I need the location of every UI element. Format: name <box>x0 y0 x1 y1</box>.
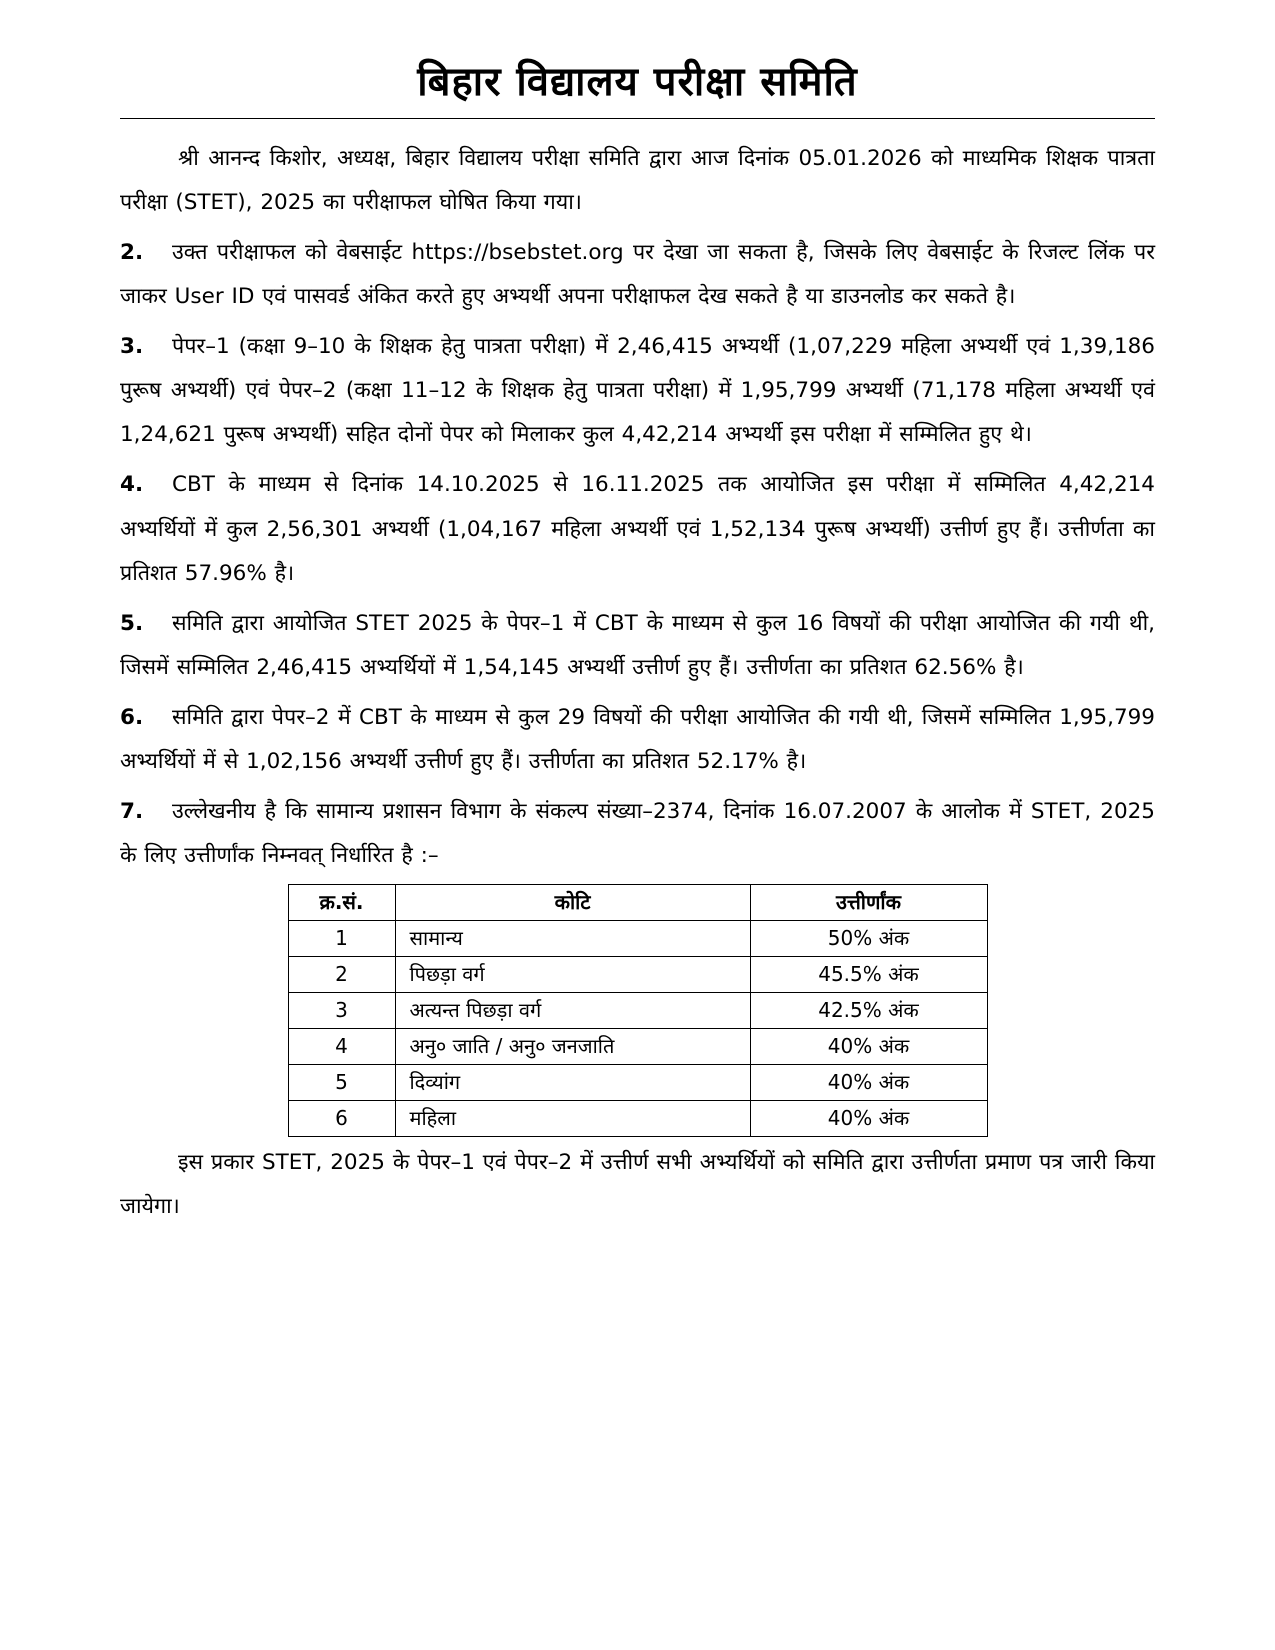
paragraph-7 <box>120 790 1155 878</box>
cell-marks: 40% अंक <box>750 1029 987 1065</box>
paragraph-4 <box>120 463 1155 595</box>
paragraph-number: 3. <box>120 334 144 360</box>
paragraph-2 <box>120 231 1155 319</box>
paragraph-text: श्री आनन्द किशोर, अध्यक्ष, बिहार विद्यालय परीक्षा समिति द्वारा आज दिनांक 05.01.2026 को माध्यमिक शिक्षक पात्रता परीक्षा (STET), 2025 का परीक्षाफल घोषित किया गया। <box>120 146 1155 216</box>
paragraph-3 <box>120 325 1155 457</box>
paragraph-number: 4. <box>120 472 144 498</box>
table-row <box>288 1029 987 1065</box>
cell-marks: 50% अंक <box>750 921 987 957</box>
cell-serial: 2 <box>288 957 395 993</box>
qualifying-marks-table-wrapper <box>120 884 1155 1137</box>
page-title: बिहार विद्यालय परीक्षा समिति <box>417 59 858 105</box>
cell-serial: 5 <box>288 1065 395 1101</box>
table-row <box>288 993 987 1029</box>
paragraph-number: 5. <box>120 610 144 636</box>
cell-marks: 45.5% अंक <box>750 957 987 993</box>
cell-serial: 3 <box>288 993 395 1029</box>
paragraph-number: 2. <box>120 240 144 266</box>
paragraph-text: पेपर–1 (कक्षा 9–10 के शिक्षक हेतु पात्रता परीक्षा) में 2,46,415 अभ्यर्थी (1,07,229 महिला अभ्यर्थी एवं 1,39,186 पुरूष अभ्यर्थी) एवं पेपर–2 (कक्षा 11–12 के शिक्षक हेतु पात्रता परीक्षा) में 1,95,799 अभ्यर्थी (71,178 महिला अभ्यर्थी एवं 1,24,621 पुरूष अभ्यर्थी) सहित दोनों पेपर को मिलाकर कुल 4,42,214 अभ्यर्थी इस परीक्षा में सम्मिलित हुए थे। <box>120 334 1155 448</box>
cell-marks: 40% अंक <box>750 1065 987 1101</box>
paragraph-text: समिति द्वारा आयोजित STET 2025 के पेपर–1 में CBT के माध्यम से कुल 16 विषयों की परीक्षा आयोजित की गयी थी, जिसमें सम्मिलित 2,46,415 अभ्यर्थियों में 1,54,145 अभ्यर्थी उत्तीर्ण हुए हैं। उत्तीर्णता का प्रतिशत 62.56% है। <box>120 610 1155 680</box>
cell-category: महिला <box>395 1101 750 1137</box>
paragraph-text: उक्त परीक्षाफल को वेबसाईट https://bsebstet.org पर देखा जा सकता है, जिसके लिए वेबसाईट के रिजल्ट लिंक पर जाकर User ID एवं पासवर्ड अंकित करते हुए अभ्यर्थी अपना परीक्षाफल देख सकते है या डाउनलोड कर सकते है। <box>120 240 1155 310</box>
table-row <box>288 1101 987 1137</box>
paragraph-number: 6. <box>120 704 144 730</box>
cell-marks: 42.5% अंक <box>750 993 987 1029</box>
cell-category: अत्यन्त पिछड़ा वर्ग <box>395 993 750 1029</box>
column-header-category: कोटि <box>395 885 750 921</box>
column-header-marks: उत्तीर्णांक <box>750 885 987 921</box>
cell-marks: 40% अंक <box>750 1101 987 1137</box>
paragraph-text: समिति द्वारा पेपर–2 में CBT के माध्यम से कुल 29 विषयों की परीक्षा आयोजित की गयी थी, जिसमें सम्मिलित 1,95,799 अभ्यर्थियों में से 1,02,156 अभ्यर्थी उत्तीर्ण हुए हैं। उत्तीर्णता का प्रतिशत 52.17% है। <box>120 704 1155 774</box>
cell-serial: 4 <box>288 1029 395 1065</box>
paragraph-text: उल्लेखनीय है कि सामान्य प्रशासन विभाग के संकल्प संख्या–2374, दिनांक 16.07.2007 के आलोक में STET, 2025 के लिए उत्तीर्णांक निम्नवत् निर्धारित है :– <box>120 798 1155 868</box>
cell-category: सामान्य <box>395 921 750 957</box>
cell-serial: 6 <box>288 1101 395 1137</box>
qualifying-marks-table <box>288 884 988 1137</box>
cell-category: अनु० जाति / अनु० जनजाति <box>395 1029 750 1065</box>
cell-category: पिछड़ा वर्ग <box>395 957 750 993</box>
paragraph-6 <box>120 696 1155 784</box>
paragraph-intro <box>120 137 1155 225</box>
table-row <box>288 921 987 957</box>
table-row <box>288 957 987 993</box>
closing-paragraph: इस प्रकार STET, 2025 के पेपर–1 एवं पेपर–2 में उत्तीर्ण सभी अभ्यर्थियों को समिति द्वारा उत्तीर्णता प्रमाण पत्र जारी किया जायेगा। <box>120 1150 1155 1220</box>
paragraph-text: CBT के माध्यम से दिनांक 14.10.2025 से 16.11.2025 तक आयोजित इस परीक्षा में सम्मिलित 4,42,214 अभ्यर्थियों में कुल 2,56,301 अभ्यर्थी (1,04,167 महिला अभ्यर्थी एवं 1,52,134 पुरूष अभ्यर्थी) उत्तीर्ण हुए हैं। उत्तीर्णता का प्रतिशत 57.96% है। <box>120 472 1155 586</box>
cell-category: दिव्यांग <box>395 1065 750 1101</box>
column-header-serial: क्र.सं. <box>288 885 395 921</box>
table-row <box>288 1065 987 1101</box>
table-header-row <box>288 885 987 921</box>
paragraph-number: 7. <box>120 798 144 824</box>
paragraph-5 <box>120 602 1155 690</box>
title-divider <box>120 118 1155 119</box>
cell-serial: 1 <box>288 921 395 957</box>
